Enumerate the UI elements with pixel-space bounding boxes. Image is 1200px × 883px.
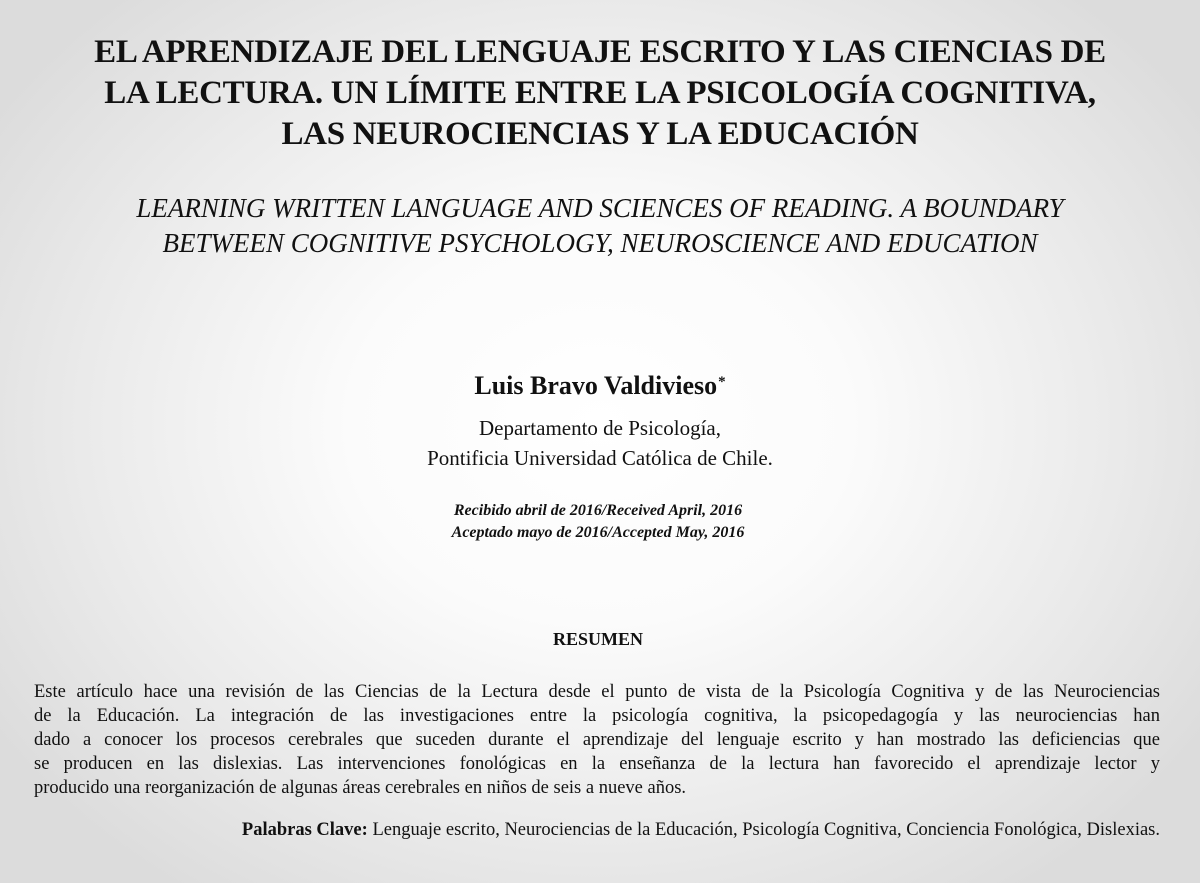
keywords-label: Palabras Clave: — [241, 820, 368, 840]
affiliation-department: Departamento de Psicología, — [478, 416, 721, 440]
spanish-title-line: LAS NEUROCIENCIAS Y LA EDUCACIÓN — [281, 116, 919, 152]
received-date: Recibido abril de 2016/Received April, 2016 — [453, 502, 743, 519]
english-title-line: BETWEEN COGNITIVE PSYCHOLOGY, NEUROSCIENCE AND EDUCATION — [162, 228, 1038, 258]
abstract-line: producido una reorganización de algunas áreas cerebrales en niños de seis a nueve años. — [34, 778, 687, 798]
accepted-date: Aceptado mayo de 2016/Accepted May, 2016 — [451, 524, 745, 541]
abstract-heading: RESUMEN — [552, 629, 643, 649]
spanish-title-line: EL APRENDIZAJE DEL LENGUAJE ESCRITO Y LAS CIENCIAS DE — [94, 34, 1106, 70]
abstract-line: dado a conocer los procesos cerebrales que suceden durante el aprendizaje del lenguaje escrito y han mostrado las deficiencias que — [34, 730, 1160, 750]
author-name-text: Luis Bravo Valdivieso — [474, 371, 718, 400]
author-footnote-mark: * — [718, 374, 726, 390]
abstract-body — [34, 680, 1160, 800]
abstract-line: se producen en las dislexias. Las intervenciones fonológicas en la enseñanza de la lectura han favorecido el aprendizaje lector y — [34, 754, 1160, 774]
author-name — [0, 369, 1200, 403]
spanish-title-line: LA LECTURA. UN LÍMITE ENTRE LA PSICOLOGÍA COGNITIVA, — [104, 75, 1096, 111]
english-title-line: LEARNING WRITTEN LANGUAGE AND SCIENCES OF READING. A BOUNDARY — [136, 193, 1064, 223]
author-affiliation — [0, 413, 1200, 473]
keywords — [34, 818, 1160, 842]
submission-dates — [0, 500, 1196, 544]
english-title — [20, 191, 1180, 261]
keywords-list: Lenguaje escrito, Neurociencias de la Educación, Psicología Cognitiva, Conciencia Fonológica, Dislexias. — [367, 820, 1160, 840]
abstract-line: Este artículo hace una revisión de las Ciencias de la Lectura desde el punto de vista de la Psicología Cognitiva y de las Neurociencias — [34, 682, 1160, 702]
spanish-title — [20, 32, 1180, 155]
abstract-line: de la Educación. La integración de las investigaciones entre la psicología cognitiva, la psicopedagogía y las neurociencias han — [34, 706, 1160, 726]
affiliation-university: Pontificia Universidad Católica de Chile. — [427, 446, 773, 470]
